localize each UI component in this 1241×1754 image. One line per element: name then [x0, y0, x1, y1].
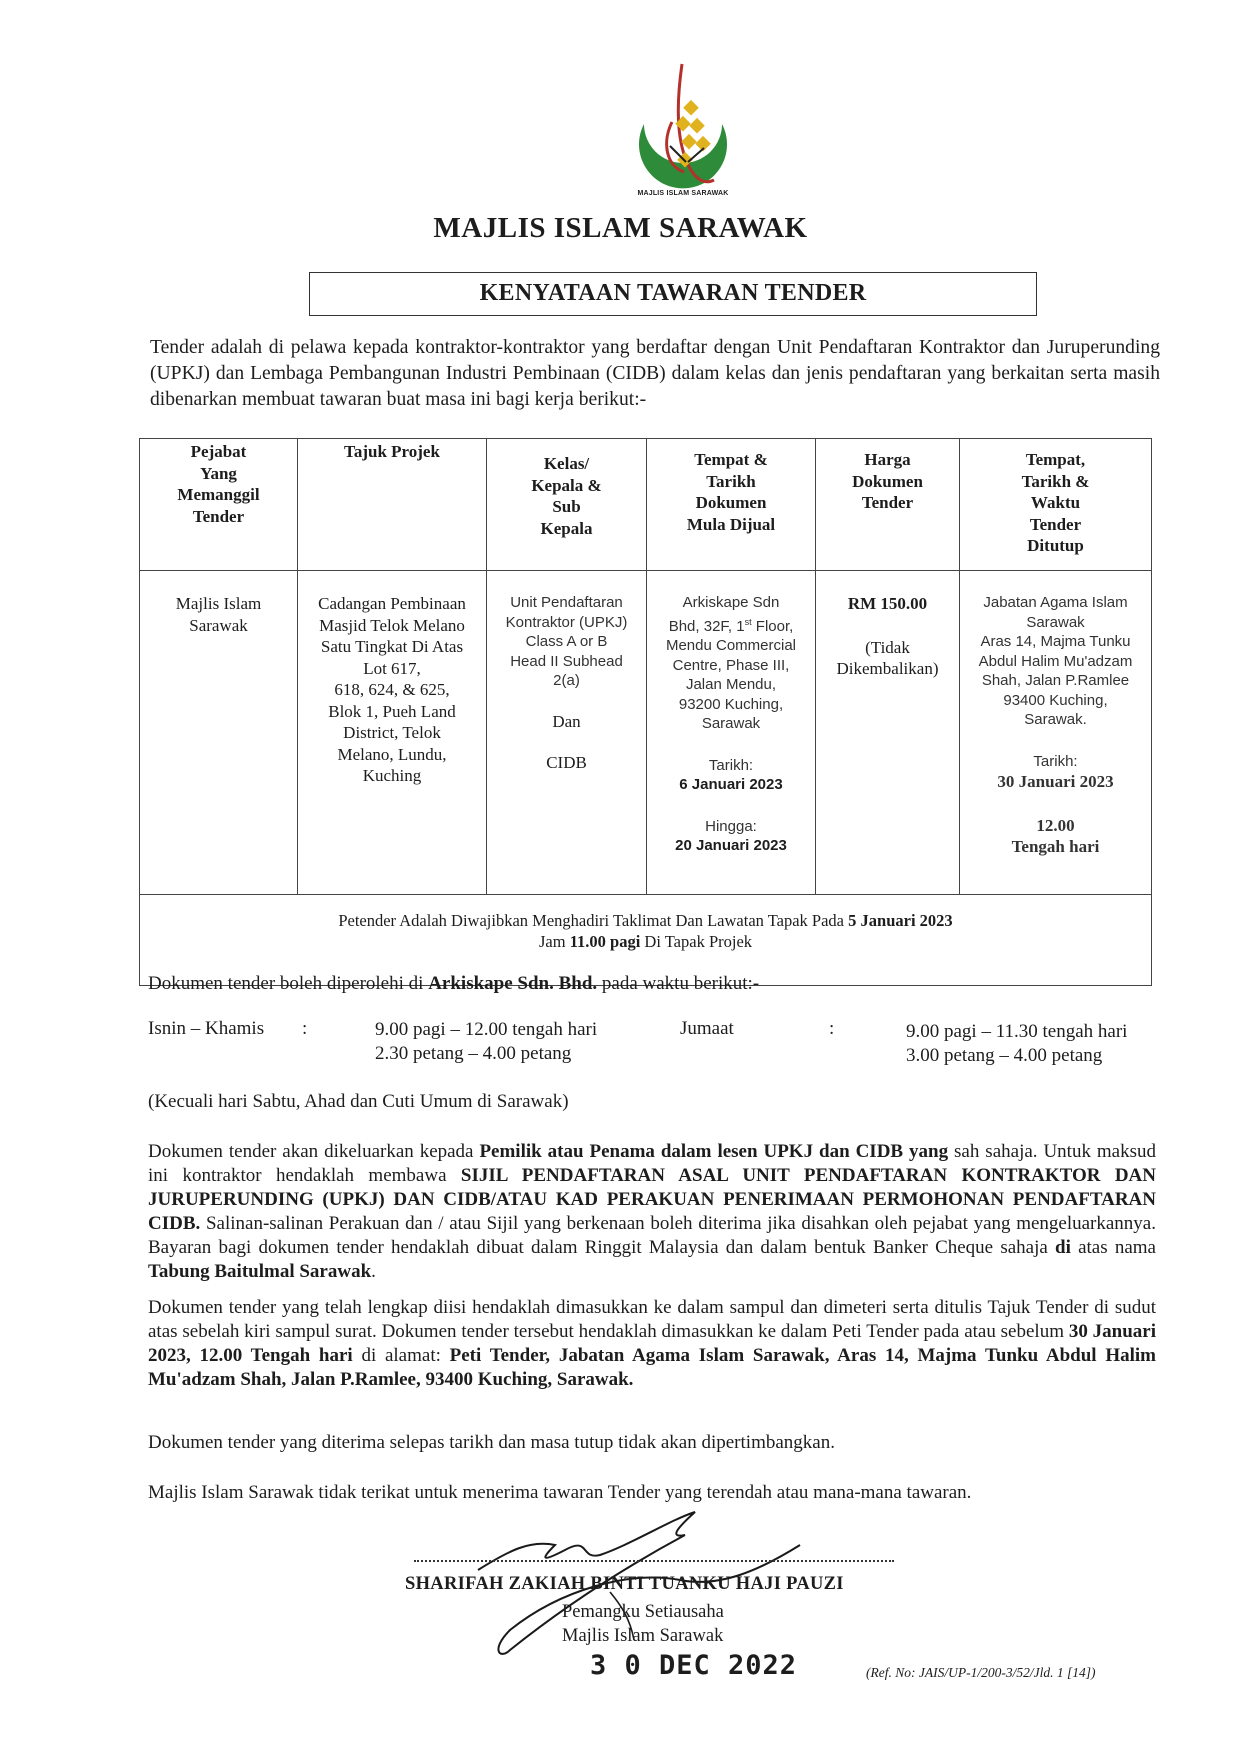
cell-class-head: Unit Pendaftaran Kontraktor (UPKJ) Class A or B Head II Subhead 2(a) Dan CIDB — [487, 571, 647, 895]
table-header-row — [140, 439, 1152, 571]
majlis-islam-sarawak-logo — [622, 62, 744, 207]
logo-caption: MAJLIS ISLAM SARAWAK — [637, 190, 729, 197]
friday-label: Jumaat — [680, 1018, 734, 1039]
header-document-price: Harga Dokumen Tender — [816, 439, 960, 571]
issue-paragraph: Dokumen tender akan dikeluarkan kepada Pemilik atau Penama dalam lesen UPKJ dan CIDB yang sah sahaja. Untuk maksud ini kontraktor hendaklah membawa SIJIL PENDAFTARAN ASAL UNIT PENDAFTARAN KONTRAKTOR DAN JURUPERUNDING (UPKJ) DAN CIDB/ATAU KAD PERAKUAN PENERIMAAN PERMOHONAN PENDAFTARAN CIDB. Salinan-salinan Perakuan dan / atau Sijil yang berkenaan boleh diterima jika disahkan oleh pejabat yang mengeluarkannya. Bayaran bagi dokumen tender hendaklah dibuat dalam Ringgit Malaysia dan dalam bentuk Banker Cheque sahaja di atas nama Tabung Baitulmal Sarawak. — [148, 1141, 1157, 1282]
tender-table — [139, 438, 1152, 986]
date-stamp: 3 0 DEC 2022 — [590, 1650, 798, 1681]
cell-project-title: Cadangan Pembinaan Masjid Telok Melano Satu Tingkat Di Atas Lot 617, 618, 624, & 625, Blok 1, Pueh Land District, Telok Melano, Lundu, Kuching — [298, 571, 487, 895]
closing-time: 12.00 — [1036, 815, 1075, 835]
late-submission-text: Dokumen tender yang diterima selepas tarikh dan masa tutup tidak akan dipertimbangkan. — [148, 1432, 835, 1453]
briefing-note: Petender Adalah Diwajibkan Menghadiri Taklimat Dan Lawatan Tapak Pada 5 Januari 2023 Jam 11.00 pagi Di Tapak Projek — [140, 895, 1152, 986]
class-and-label: Dan — [552, 711, 581, 731]
organization-title: MAJLIS ISLAM SARAWAK — [433, 212, 808, 244]
header-closing-details: Tempat, Tarikh & Waktu Tender Ditutup — [960, 439, 1152, 571]
submission-paragraph: Dokumen tender yang telah lengkap diisi hendaklah dimasukkan ke dalam sampul dan dimeteri serta ditulis Tajuk Tender di sudut atas sebelah kiri sampul surat. Dokumen tender tersebut hendaklah dimasukkan ke dalam Peti Tender pada atau sebelum 30 Januari 2023, 12.00 Tengah hari di alamat: Peti Tender, Jabatan Agama Islam Sarawak, Aras 14, Majma Tunku Abdul Halim Mu'adzam Shah, Jalan P.Ramlee, 93400 Kuching, Sarawak. — [148, 1297, 1156, 1390]
availability-text: Dokumen tender boleh diperolehi di Arkiskape Sdn. Bhd. pada waktu berikut:- — [148, 973, 760, 994]
signatory-position: Pemangku Setiausaha Majlis Islam Sarawak — [562, 1602, 724, 1646]
disclaimer-text: Majlis Islam Sarawak tidak terikat untuk menerima tawaran Tender yang terendah atau mana-mana tawaran. — [148, 1482, 972, 1503]
signature-line — [414, 1560, 894, 1562]
cell-closing-details: Jabatan Agama Islam Sarawak Aras 14, Majma Tunku Abdul Halim Mu'adzam Shah, Jalan P.Ramlee 93400 Kuching, Sarawak. Tarikh: 30 Januari 2023 12.00 Tengah hari — [960, 571, 1152, 895]
document-title: KENYATAAN TAWARAN TENDER — [309, 272, 1037, 316]
header-project-title: Tajuk Projek — [298, 439, 487, 571]
header-class-head: Kelas/ Kepala & Sub Kepala — [487, 439, 647, 571]
price-amount: RM 150.00 — [847, 594, 928, 613]
cell-sale-place-date: Arkiskape Sdn Bhd, 32F, 1st Floor, Mendu Commercial Centre, Phase III, Jalan Mendu, 93200 Kuching, Sarawak Tarikh: 6 Januari 2023 Hingga: 20 Januari 2023 — [647, 571, 816, 895]
header-sale-place-date: Tempat & Tarikh Dokumen Mula Dijual — [647, 439, 816, 571]
friday-hours: 9.00 pagi – 11.30 tengah hari 3.00 petang – 4.00 petang — [906, 1021, 1128, 1066]
closing-date: 30 Januari 2023 — [997, 772, 1114, 791]
signatory-name: SHARIFAH ZAKIAH BINTI TUANKU HAJI PAUZI — [405, 1574, 844, 1594]
intro-paragraph: Tender adalah di pelawa kepada kontraktor-kontraktor yang berdaftar dengan Unit Pendaftaran Kontraktor dan Juruperunding (UPKJ) dan Lembaga Pembangunan Industri Pembinaan (CIDB) dalam kelas dan jenis pendaftaran yang berkaitan serta masih dibenarkan membuat tawaran buat masa ini bagi kerja berikut:- — [150, 337, 1160, 410]
cell-document-price: RM 150.00 (Tidak Dikembalikan) — [816, 571, 960, 895]
cell-calling-office: Majlis Islam Sarawak — [140, 571, 298, 895]
weekday-hours: 9.00 pagi – 12.00 tengah hari 2.30 petang – 4.00 petang — [375, 1019, 598, 1064]
sale-start-date: 6 Januari 2023 — [679, 776, 783, 793]
holiday-exception: (Kecuali hari Sabtu, Ahad dan Cuti Umum di Sarawak) — [148, 1091, 569, 1112]
table-row — [140, 571, 1152, 895]
weekday-label: Isnin – Khamis — [148, 1018, 265, 1039]
sale-end-date: 20 Januari 2023 — [675, 837, 787, 854]
header-calling-office: Pejabat Yang Memanggil Tender — [140, 439, 298, 571]
class-cidb-label: CIDB — [546, 753, 587, 772]
reference-number: (Ref. No: JAIS/UP-1/200-3/52/Jld. 1 [14]) — [866, 1665, 1096, 1680]
